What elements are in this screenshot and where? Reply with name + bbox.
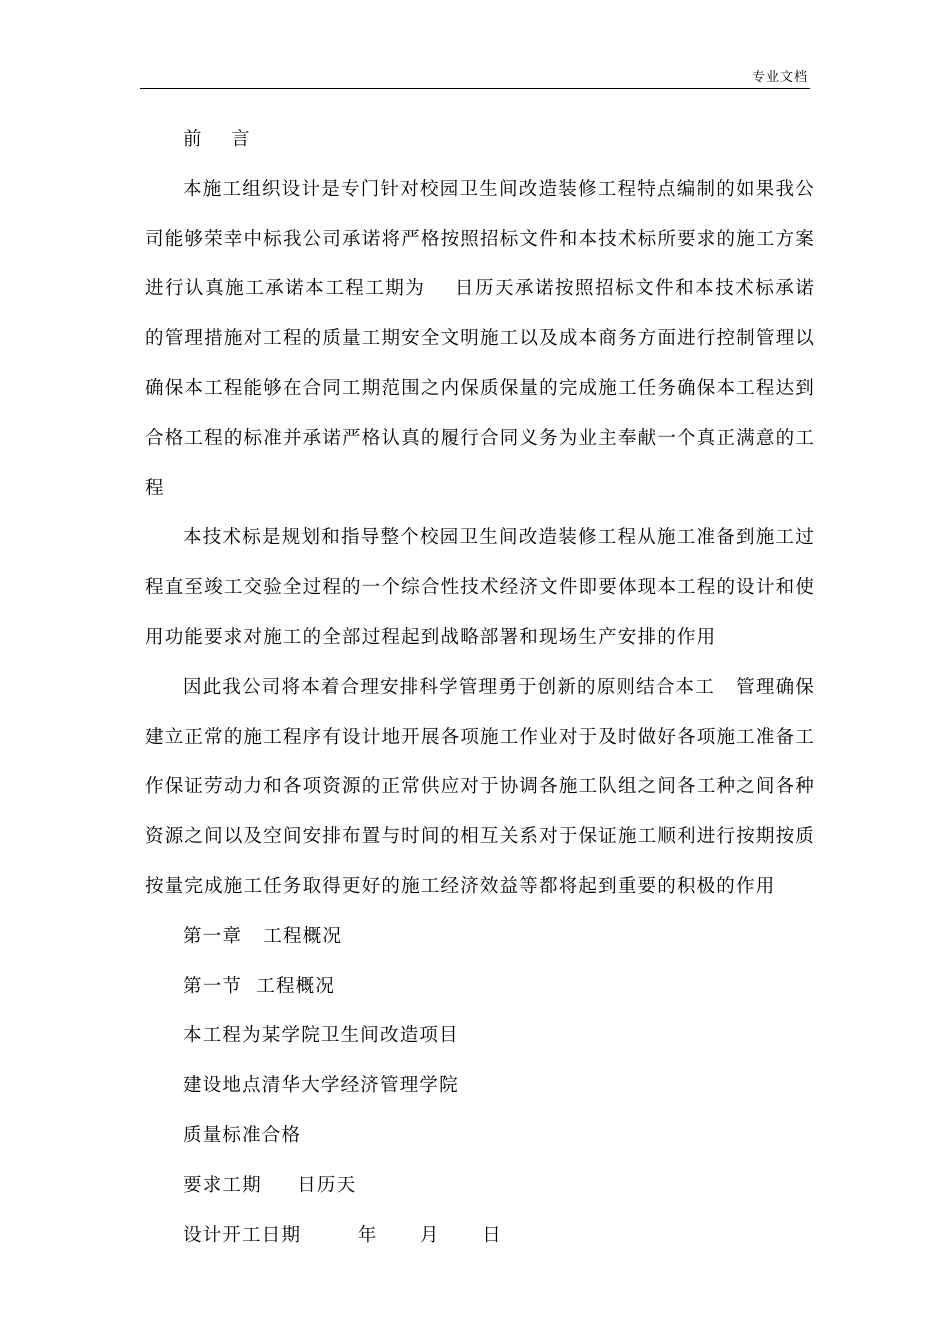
info-line: 质量标准合格	[183, 1124, 302, 1146]
paragraph: 本技术标是规划和指导整个校园卫生间改造装修工程从施工准备到施工过程直至竣工交验全过程的一个综合性技术经济文件即要体现本工程的设计和使用功能要求对施工的全部过程起到战略部署和现场生产安排的作用	[145, 527, 815, 648]
document-body	[145, 115, 815, 1260]
paragraph: 因此我公司将本着合理安排科学管理勇于创新的原则结合本工 管理确保建立正常的施工程序有设计地开展各项施工作业对于及时做好各项施工准备工作保证劳动力和各项资源的正常供应对于协调各施工队组之间各工种之间各种资源之间以及空间安排布置与时间的相互关系对于保证施工顺利进行按期按质按量完成施工任务取得更好的施工经济效益等都将起到重要的积极的作用	[145, 676, 815, 897]
header-rule	[140, 88, 810, 89]
info-line: 要求工期 日历天	[183, 1174, 357, 1196]
chapter-title: 第一章 工程概况	[183, 925, 343, 947]
preface-heading: 前 言	[183, 129, 251, 150]
header-label: 专业文档	[751, 70, 808, 85]
info-line: 设计开工日期 年 月 日	[183, 1224, 502, 1246]
section-title: 第一节 工程概况	[183, 975, 336, 997]
info-line: 建设地点清华大学经济管理学院	[183, 1075, 459, 1097]
paragraph: 本施工组织设计是专门针对校园卫生间改造装修工程特点编制的如果我公司能够荣幸中标我公司承诺将严格按照招标文件和本技术标所要求的施工方案进行认真施工承诺本工程工期为 日历天承诺按照招标文件和本技术标承诺的管理措施对工程的质量工期安全文明施工以及成本商务方面进行控制管理以确保本工程能够在合同工期范围之内保质保量的完成施工任务确保本工程达到合格工程的标准并承诺严格认真的履行合同义务为业主奉献一个真正满意的工程	[145, 178, 815, 499]
info-line: 本工程为某学院卫生间改造项目	[183, 1025, 459, 1047]
